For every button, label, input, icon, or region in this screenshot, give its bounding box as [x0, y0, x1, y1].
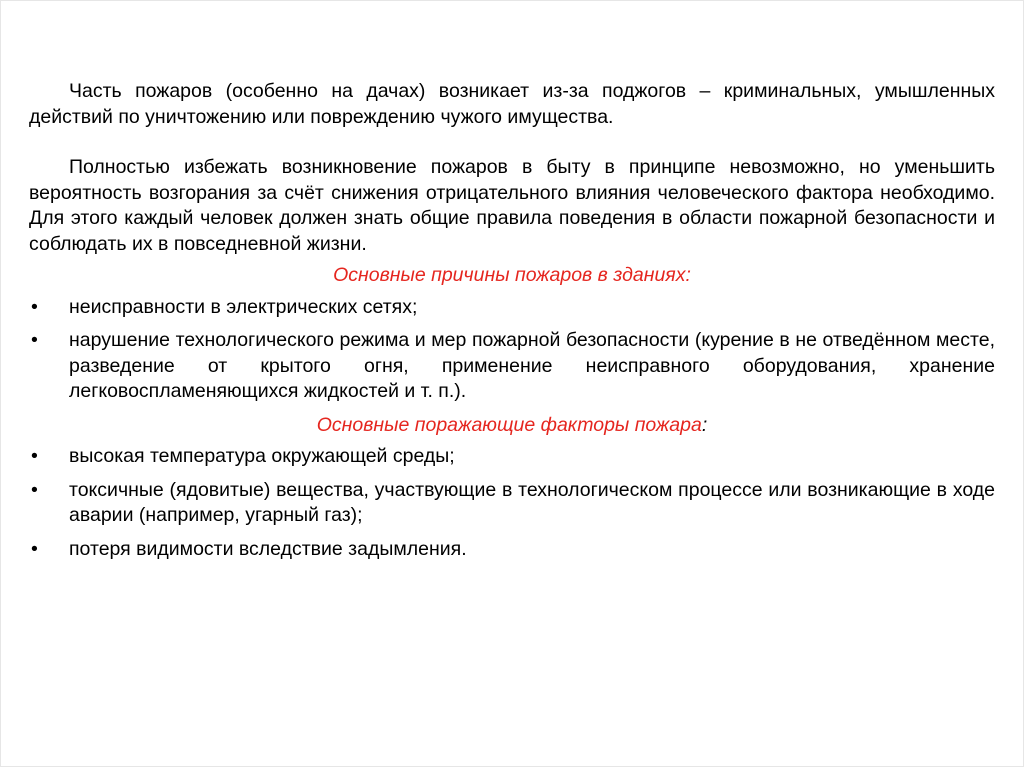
intro-paragraph-2: Полностью избежать возникновение пожаров в быту в принципе невозможно, но уменьшить вероятность возгорания за счёт снижения отрицательного влияния человеческого фактора необходимо. Для этого каждый человек должен знать общие правила поведения в области пожарной безопасности и соблюдать их в повседневной жизни. [29, 156, 995, 255]
section-heading-text: Основные причины пожаров в зданиях: [333, 264, 691, 286]
bullet-icon: • [31, 478, 38, 501]
bullet-icon: • [31, 329, 38, 351]
bullet-icon: • [31, 445, 38, 467]
list-item-text: высокая температура окружающей среды; [69, 445, 455, 467]
section-heading-fire-causes [29, 263, 995, 289]
section-heading-colon: : [701, 413, 708, 436]
damage-factors-list [29, 444, 995, 562]
list-item-text: нарушение технологического режима и мер пожарной безопасности (курение в не отведённом месте, разведение от крытого огня, применение неисправного оборудования, хранение легковоспламеняющихся жидкостей и т. п.). [69, 329, 995, 402]
list-item [29, 478, 995, 529]
list-item [29, 295, 995, 321]
section-heading-text: Основные поражающие факторы пожара [316, 413, 702, 436]
bullet-icon: • [31, 537, 38, 560]
list-item-text: неисправности в электрических сетях; [69, 295, 418, 318]
list-item-text: потеря видимости вследствие задымления. [69, 537, 467, 560]
list-item [29, 444, 995, 470]
list-item [29, 537, 995, 563]
bullet-icon: • [31, 295, 38, 318]
list-item [29, 328, 995, 405]
section-heading-damage-factors [29, 413, 995, 439]
fire-causes-list [29, 295, 995, 405]
intro-paragraph-1: Часть пожаров (особенно на дачах) возникает из-за поджогов – криминальных, умышленных действий по уничтожению или повреждению чужого имущества. [29, 80, 995, 128]
slide-content [29, 79, 995, 570]
list-item-text: токсичные (ядовитые) вещества, участвующие в технологическом процессе или возникающие в ходе аварии (например, угарный газ); [69, 478, 995, 526]
